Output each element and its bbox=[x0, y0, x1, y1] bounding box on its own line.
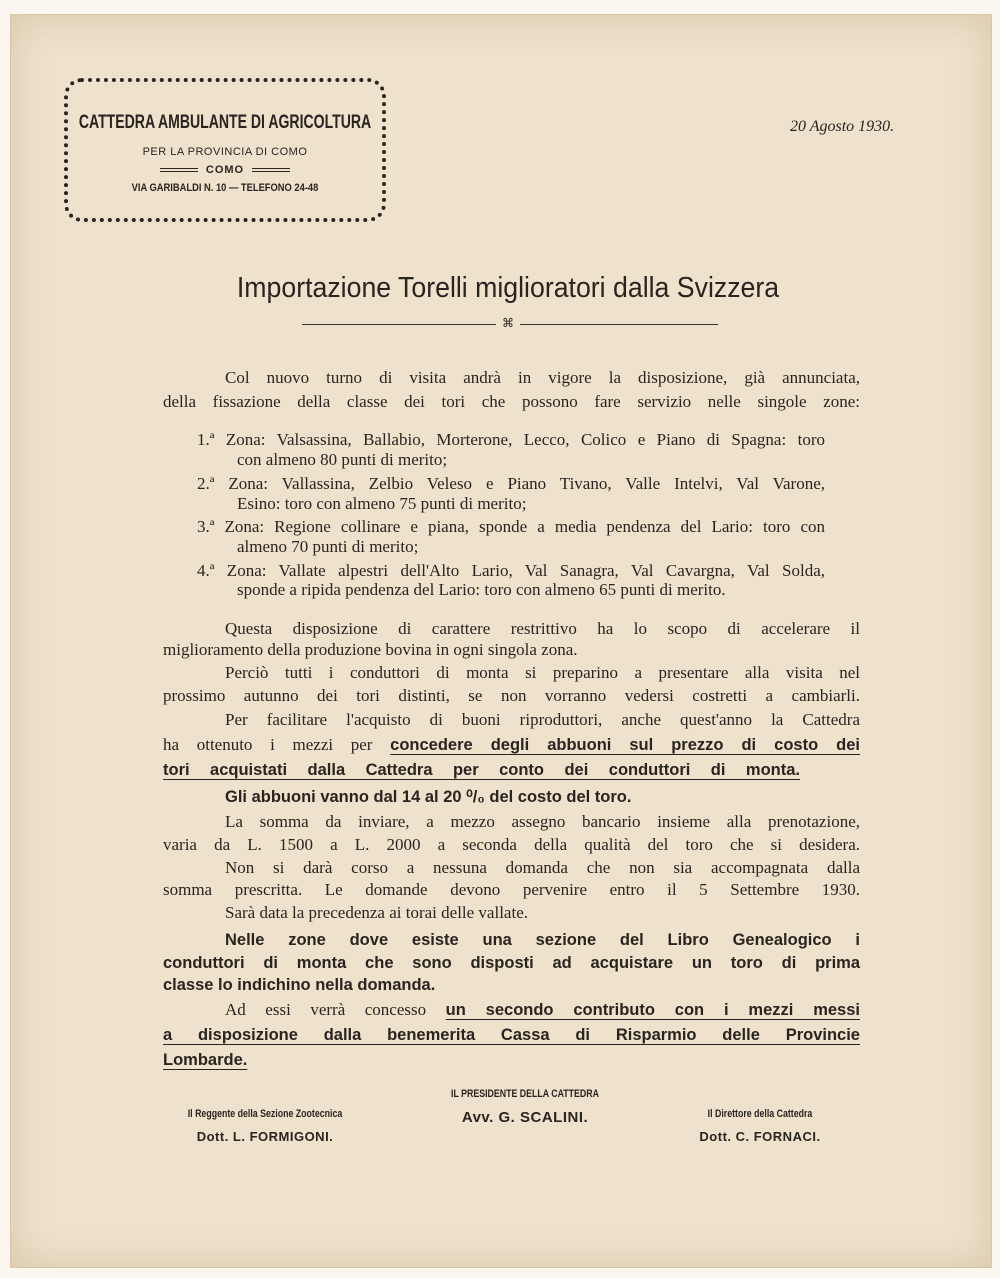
text-line bbox=[163, 835, 860, 855]
text-segment: della fissazione della classe dei tori che possono fare servizio nelle singole zone: bbox=[163, 392, 860, 411]
signature-role: Il Reggente della Sezione Zootecnica bbox=[187, 1108, 343, 1120]
text-line bbox=[163, 975, 860, 995]
document-title: Importazione Torelli miglioratori dalla Svizzera bbox=[236, 272, 780, 304]
text-segment: Esino: toro con almeno 75 punti di merito; bbox=[237, 494, 527, 513]
text-line bbox=[237, 537, 825, 557]
text-line bbox=[163, 735, 860, 755]
signature-left bbox=[160, 1108, 370, 1145]
text-segment: 3.ª Zona: Regione collinare e piana, sponde a media pendenza del Lario: toro con bbox=[197, 517, 825, 536]
text-segment: 1.ª Zona: Valsassina, Ballabio, Morterone, Lecco, Colico e Piano di Spagna: toro bbox=[197, 430, 825, 449]
text-segment: varia da L. 1500 a L. 2000 a seconda della qualità del toro che si desidera. bbox=[163, 835, 860, 854]
text-segment: Per facilitare l'acquisto di buoni riproduttori, anche quest'anno la Cattedra bbox=[225, 710, 860, 729]
bold-text: a disposizione dalla benemerita Cassa di Risparmio delle Provincie bbox=[163, 1026, 860, 1044]
text-line bbox=[237, 494, 825, 514]
bold-text: tori acquistati dalla Cattedra per conto dei conduttori di monta. bbox=[163, 761, 800, 779]
text-line bbox=[197, 430, 825, 450]
text-line bbox=[197, 474, 825, 494]
bold-text: classe lo indichino nella domanda. bbox=[163, 976, 436, 994]
text-line bbox=[225, 787, 860, 807]
text-line bbox=[225, 619, 860, 639]
letterhead-subtitle: PER LA PROVINCIA DI COMO bbox=[142, 146, 308, 158]
text-line bbox=[197, 561, 825, 581]
text-line bbox=[163, 1025, 860, 1045]
text-segment: ha ottenuto i mezzi per bbox=[163, 735, 391, 754]
ornament-icon: ⌘ bbox=[496, 316, 520, 330]
text-segment: Ad essi verrà concesso bbox=[225, 1000, 446, 1019]
signature-name: Dott. C. FORNACI. bbox=[699, 1129, 821, 1144]
text-line bbox=[163, 760, 800, 780]
text-segment: almeno 70 punti di merito; bbox=[237, 537, 419, 556]
rule-right bbox=[252, 168, 290, 172]
text-line bbox=[225, 858, 860, 878]
text-line bbox=[163, 640, 860, 660]
text-segment: La somma da inviare, a mezzo assegno bancario insieme alla prenotazione, bbox=[225, 812, 860, 831]
document-date: 20 Agosto 1930. bbox=[790, 118, 895, 135]
text-line bbox=[163, 880, 860, 900]
signature-role: Il Direttore della Cattedra bbox=[707, 1108, 813, 1120]
text-segment: con almeno 80 punti di merito; bbox=[237, 450, 448, 469]
bold-text: concedere degli abbuoni sul prezzo di costo dei bbox=[390, 736, 860, 754]
text-line bbox=[163, 1050, 860, 1070]
text-line bbox=[225, 903, 860, 923]
text-segment: 4.ª Zona: Vallate alpestri dell'Alto Lario, Val Sanagra, Val Cavargna, Val Solda, bbox=[197, 561, 825, 580]
letterhead-city-row bbox=[64, 164, 386, 177]
letterhead-title: CATTEDRA AMBULANTE DI AGRICOLTURA bbox=[78, 112, 372, 133]
text-line bbox=[163, 392, 860, 412]
bold-text: Gli abbuoni vanno dal 14 al 20 ⁰/₀ del costo del toro. bbox=[225, 788, 632, 806]
text-segment: Non si darà corso a nessuna domanda che non sia accompagnata dalla bbox=[225, 858, 860, 877]
text-segment: sponde a ripida pendenza del Lario: toro con almeno 65 punti di merito. bbox=[237, 580, 726, 599]
letterhead-address: VIA GARIBALDI N. 10 — TELEFONO 24-48 bbox=[131, 182, 319, 194]
text-line bbox=[237, 580, 825, 600]
signature-role: IL PRESIDENTE DELLA CATTEDRA bbox=[451, 1088, 599, 1100]
text-line bbox=[163, 686, 860, 706]
text-line bbox=[225, 368, 860, 388]
signature-name: Avv. G. SCALINI. bbox=[461, 1109, 589, 1126]
text-line bbox=[163, 953, 860, 973]
text-segment: somma prescritta. Le domande devono pervenire entro il 5 Settembre 1930. bbox=[163, 880, 860, 899]
bold-text: Nelle zone dove esiste una sezione del Libro Genealogico i bbox=[225, 931, 860, 949]
text-line bbox=[225, 710, 860, 730]
text-line bbox=[225, 812, 860, 832]
text-segment: 2.ª Zona: Vallassina, Zelbio Veleso e Piano Tivano, Valle Intelvi, Val Varone, bbox=[197, 474, 825, 493]
bold-text: Lombarde. bbox=[163, 1051, 248, 1069]
signature-name: Dott. L. FORMIGONI. bbox=[196, 1129, 334, 1144]
rule-left bbox=[160, 168, 198, 172]
text-segment: Col nuovo turno di visita andrà in vigore la disposizione, già annunciata, bbox=[225, 368, 860, 387]
text-line bbox=[225, 930, 860, 950]
text-segment: prossimo autunno dei tori distinti, se non vorranno vedersi costretti a cambiarli. bbox=[163, 686, 860, 705]
bold-text: conduttori di monta che sono disposti ad acquistare un toro di prima bbox=[163, 954, 860, 972]
text-segment: Questa disposizione di carattere restrittivo ha lo scopo di accelerare il bbox=[225, 619, 860, 638]
bold-text: un secondo contributo con i mezzi messi bbox=[445, 1001, 860, 1019]
letterhead-city: COMO bbox=[205, 164, 245, 176]
text-segment: miglioramento della produzione bovina in ogni singola zona. bbox=[163, 640, 578, 659]
signature-right bbox=[660, 1108, 860, 1145]
text-line bbox=[197, 517, 825, 537]
signature-center bbox=[410, 1088, 640, 1127]
text-segment: Perciò tutti i conduttori di monta si preparino a presentare alla visita nel bbox=[225, 663, 860, 682]
text-segment: Sarà data la precedenza ai torai delle vallate. bbox=[225, 903, 528, 922]
text-line bbox=[225, 1000, 860, 1020]
text-line bbox=[225, 663, 860, 683]
text-line bbox=[237, 450, 825, 470]
